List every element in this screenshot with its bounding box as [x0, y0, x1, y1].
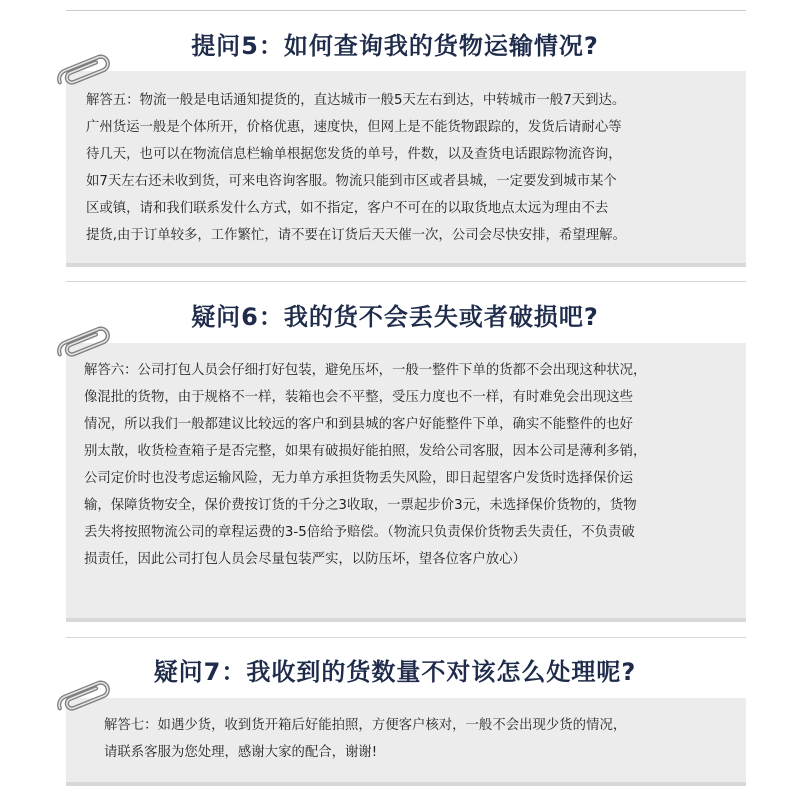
- paperclip-icon: [48, 322, 118, 368]
- answer-text-7: 解答七：如遇少货，收到货开箱后好能拍照，方便客户核对，一般不会出现少货的情况， 请联系客服为您处理，感谢大家的配合，谢谢!: [104, 718, 627, 760]
- paperclip-icon: [48, 50, 118, 96]
- paperclip-icon: [48, 676, 118, 722]
- section-divider: [66, 637, 746, 638]
- top-divider: [66, 10, 746, 11]
- question-title-5: 提问5：如何查询我的货物运输情况?: [191, 32, 599, 60]
- answer-text-5: 解答五：物流一般是电话通知提货的，直达城市一般5天左右到达，中转城市一般7天到达。 广州货运一般是个体所开，价格优惠，速度快，但网上是不能货物跟踪的，发货后请耐心等 待几天，也可以在物流信息栏输单根据您发货的单号，件数，以及查货电话跟踪物流咨询， 如7天左右还未收到货，可来电咨询客服。物流只能到市区或者县城，一定要发到城市某个 区或镇，请和我们联系发什么方式，如不指定，客户不可在的以取货地点太远为理由不去 提货,由于订单较多，工作繁忙，请不要在订货后天天催一次，公司会尽快安排，希望理解。: [86, 93, 626, 243]
- section-divider: [66, 281, 746, 282]
- answer-box-5: [66, 71, 746, 263]
- answer-box-7: [66, 698, 746, 782]
- answer-box-6: [66, 343, 746, 618]
- question-title-7: 疑问7：我收到的货数量不对该怎么处理呢?: [153, 658, 637, 686]
- answer-text-6: 解答六：公司打包人员会仔细打好包装，避免压坏，一般一整件下单的货都不会出现这种状况， 像混批的货物，由于规格不一样，装箱也会不平整，受压力度也不一样，有时难免会出现这些 情况，所以我们一般都建议比较远的客户和到县城的客户好能整件下单，确实不能整件的也好 别太散，收货检查箱子是否完整，如果有破损好能拍照，发给公司客服，因本公司是薄利多销， 公司定价时也没考虑运输风险，无力单方承担货物丢失风险，即日起望客户发货时选择保价运 输，保障货物安全，保价费按订货的千分之3收取，一票起步价3元，未选择保价货物的，货物 丢失将按照物流公司的章程运费的3-5倍给予赔偿。（物流只负责保价货物丢失责任，不负责破 损责任，因此公司打包人员会尽量包装严实，以防压坏，望各位客户放心）: [84, 363, 647, 567]
- question-title-6: 疑问6：我的货不会丢失或者破损吧?: [191, 303, 599, 331]
